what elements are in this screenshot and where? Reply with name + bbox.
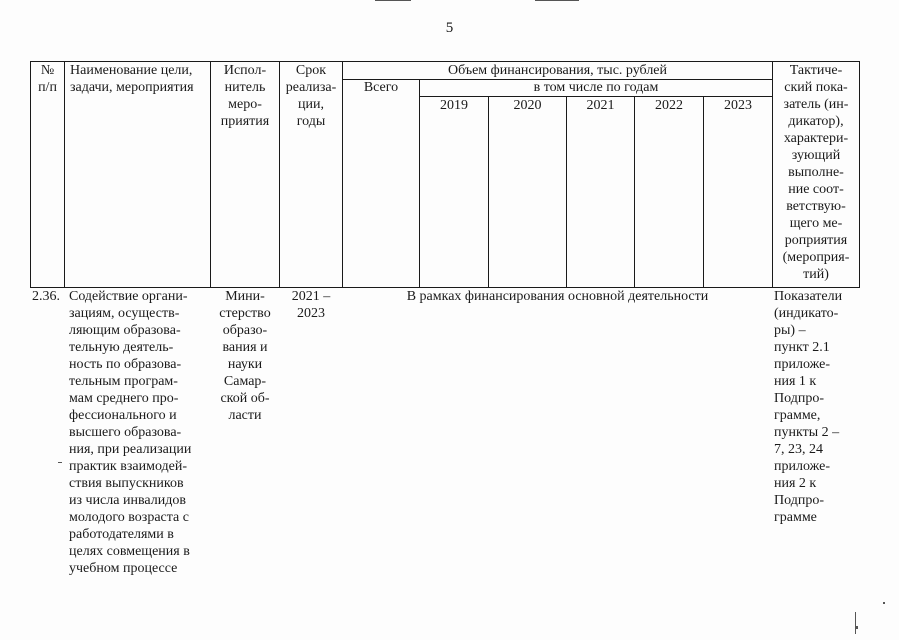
header-indicator: Тактиче- ский пока- затель (ин- дикатор), характери- зующий выполне- ние соот- ветствую- щего ме- роприятия (мероприя- тий): [782, 63, 850, 282]
header-year-2019: 2019: [440, 98, 468, 113]
header-term: Срок реализа- ции, годы: [285, 63, 337, 129]
scan-mark: [375, 0, 411, 1]
col-line-9: [703, 96, 704, 288]
col-line-11: [859, 61, 860, 288]
col-line-6: [488, 96, 489, 288]
header-year-2022: 2022: [655, 98, 683, 113]
col-line-7: [566, 96, 567, 288]
scan-mark: [58, 462, 62, 463]
scan-mark: [883, 602, 885, 604]
header-total: Всего: [363, 80, 399, 95]
header-funding: Объем финансирования, тыс. рублей: [447, 63, 668, 78]
row-funding-note: В рамках финансирования основной деятельности: [406, 289, 709, 304]
header-by-years: в том числе по годам: [533, 80, 659, 95]
row-num: 2.36.: [32, 289, 60, 304]
header-year-2023: 2023: [724, 98, 752, 113]
row-term: 2021 – 2023: [291, 289, 331, 321]
scan-mark: [855, 612, 856, 634]
header-year-2020: 2020: [513, 98, 542, 113]
col-line-8: [634, 96, 635, 288]
col-line-1: [64, 61, 65, 288]
row-name: Содействие органи- зациям, осуществ- ляющим образова- тельную деятель- ность по образова- тельным програм- мам среднего про- фессионального и высшего образова- ния, при реализации практик взаимодей- ствия выпускников из числа инвалидов молодого возраста с работодателями в целях совмещения в учебном процессе: [69, 289, 192, 576]
scan-mark: [535, 0, 579, 1]
row-indicator: Показатели (индикато- ры) – пункт 2.1 приложе- ния 1 к Подпро- грамме, пункты 2 – 7, 23, 24 приложе- ния 2 к Подпро- грамме: [774, 289, 843, 525]
row-executor: Мини- стерство образо- вания и науки Самар- ской об- ласти: [219, 289, 271, 423]
header-year-2021: 2021: [586, 98, 615, 113]
header-num: № п/п: [38, 63, 57, 95]
page-number: 5: [445, 20, 454, 36]
scan-mark: [855, 626, 858, 629]
header-name: Наименование цели, задачи, мероприятия: [70, 63, 194, 95]
header-executor: Испол- нитель меро- приятия: [220, 63, 270, 129]
